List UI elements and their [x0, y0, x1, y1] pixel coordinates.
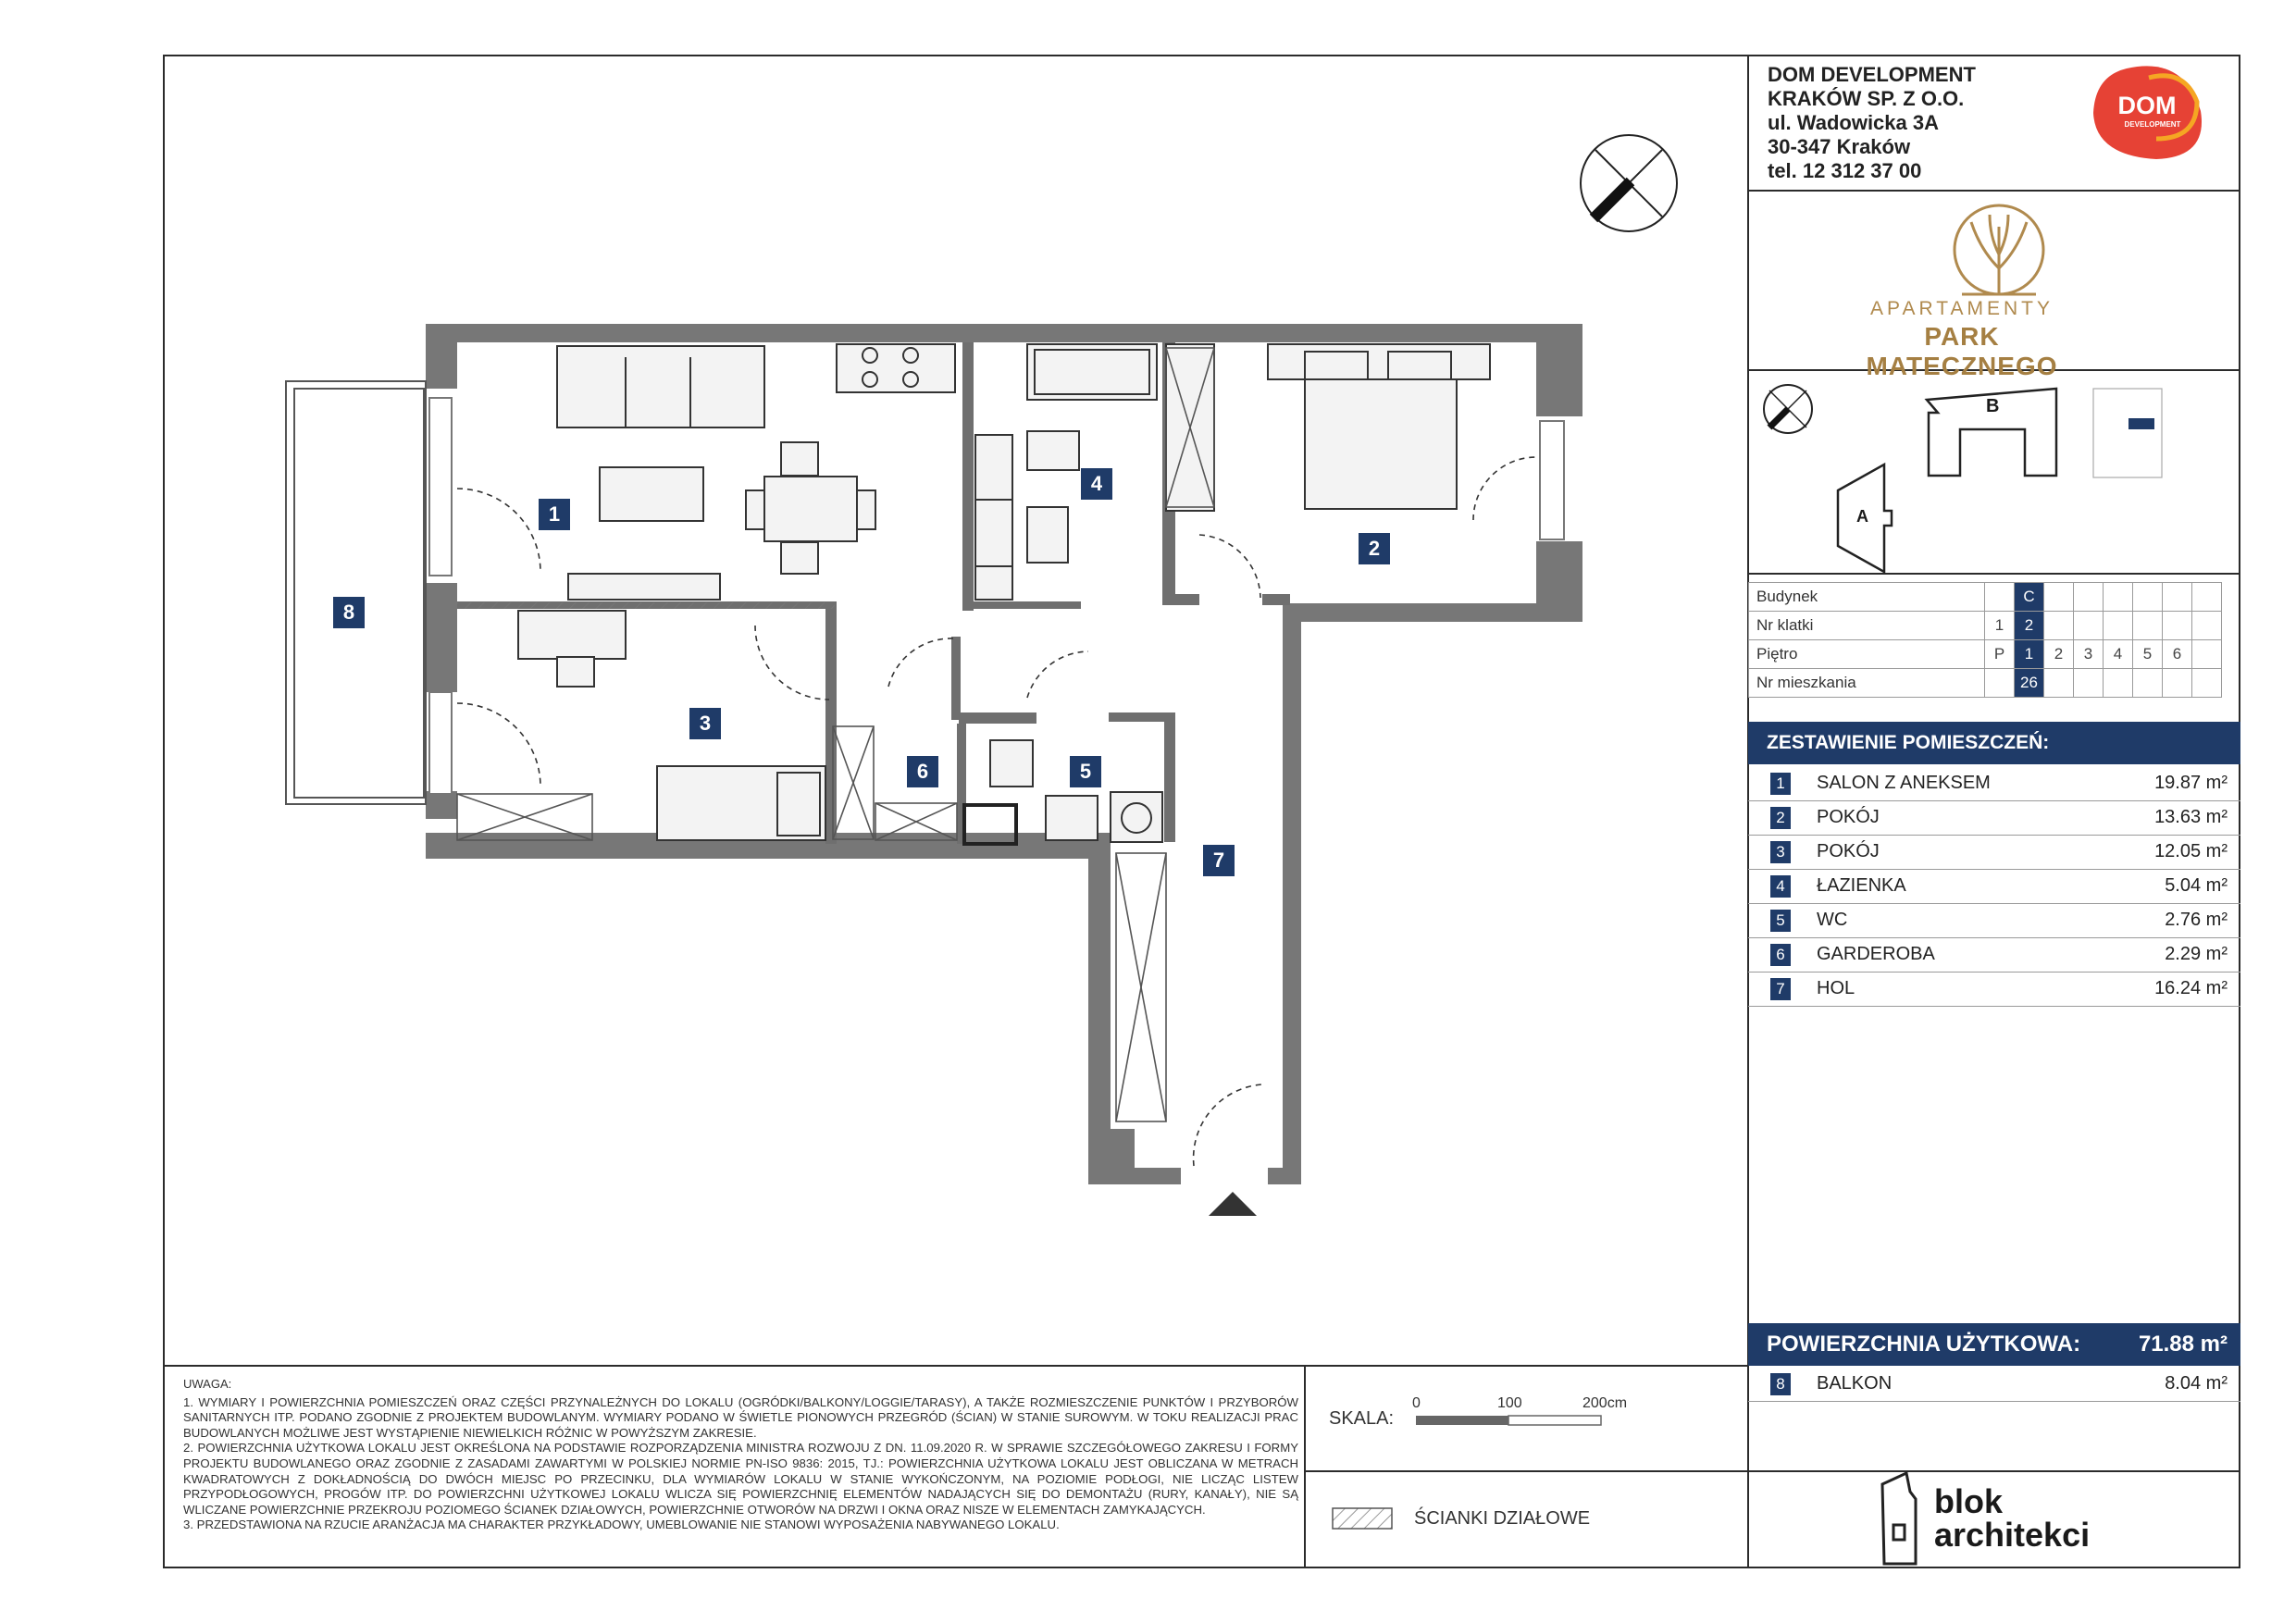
plan-label-1: 1	[539, 499, 570, 530]
note-item: 3. PRZEDSTAWIONA NA RZUCIE ARANŻACJA MA CHARAKTER PRZYKŁADOWY, UMEBLOWANIE NIE STANOWI WYPOSAŻENIA NABYWANEGO LOKALU.	[183, 1518, 1060, 1532]
rooms-header: ZESTAWIENIE POMIESZCZEŃ:	[1748, 722, 2240, 764]
scale-label: SKALA:	[1329, 1408, 1395, 1429]
room-number: 2	[1770, 807, 1791, 829]
room-name: ŁAZIENKA	[1817, 875, 1906, 896]
room-name: POKÓJ	[1817, 807, 1880, 827]
room-area: 19.87 m²	[2154, 773, 2228, 793]
legend-hatch-swatch	[1333, 1508, 1392, 1529]
apartment-info-table	[1748, 582, 2222, 698]
company-address	[1768, 63, 1976, 183]
plan-label-7: 7	[1203, 845, 1235, 876]
company-line: DOM DEVELOPMENT	[1768, 63, 1976, 86]
room-row	[1748, 938, 2240, 973]
plan-label-5: 5	[1070, 756, 1101, 787]
room-area: 8.04 m²	[2165, 1373, 2228, 1394]
keyplan-building-b: B	[1986, 396, 2000, 416]
company-line: ul. Wadowicka 3A	[1768, 111, 1940, 134]
keyplan-building-a: A	[1856, 507, 1868, 526]
room-number: 8	[1770, 1373, 1791, 1395]
room-row	[1748, 904, 2240, 938]
room-row	[1748, 973, 2240, 1007]
klatka-cell-active: 2	[2015, 612, 2044, 640]
notes	[183, 1377, 1298, 1533]
pietro-cell-active: 1	[2015, 640, 2044, 669]
blok-architekci-logo-icon	[1882, 1473, 1916, 1564]
legend-label: ŚCIANKI DZIAŁOWE	[1414, 1508, 1591, 1529]
plan-label-4: 4	[1081, 468, 1112, 500]
pietro-cell: P	[1985, 640, 2015, 669]
room-area: 13.63 m²	[2154, 807, 2228, 827]
architect-line: architekci	[1934, 1516, 2091, 1554]
room-row	[1748, 836, 2240, 870]
scale-tick: 200cm	[1582, 1395, 1628, 1411]
entrance-arrow-icon	[1209, 1192, 1257, 1216]
logo-text-dom: DOM	[2117, 92, 2177, 119]
balcony-outline	[286, 381, 426, 804]
company-line: 30-347 Kraków	[1768, 135, 1911, 158]
room-row	[1748, 767, 2240, 801]
balcony-row	[1748, 1368, 2240, 1402]
pietro-cell: 6	[2163, 640, 2192, 669]
klatka-cell: 1	[1985, 612, 2015, 640]
project-title: PARK MATECZNEGO	[1866, 322, 2058, 380]
room-area: 16.24 m²	[2154, 978, 2228, 998]
room-number: 5	[1770, 910, 1791, 932]
north-arrow-icon	[1581, 135, 1677, 231]
room-number: 6	[1770, 944, 1791, 966]
room-name: POKÓJ	[1817, 841, 1880, 861]
room-number: 3	[1770, 841, 1791, 863]
room-area: 5.04 m²	[2165, 875, 2228, 896]
architect-line: blok	[1934, 1482, 2004, 1520]
plan-label-6: 6	[907, 756, 938, 787]
plan-label-8: 8	[333, 597, 365, 628]
total-area-bar	[1748, 1323, 2240, 1366]
budynek-value: C	[2015, 583, 2044, 612]
plan-label-3: 3	[689, 708, 721, 739]
scale-bar	[1416, 1416, 1601, 1425]
note-item: 2. POWIERZCHNIA UŻYTKOWA LOKALU JEST OKREŚLONA NA PODSTAWIE ROZPORZĄDZENIA MINISTRA ROZWOJU Z DN. 11.09.2020 R. W SPRAWIE SZCZEGÓŁOWEGO ZAKRESU I FORMY PROJEKTU BUDOWLANEGO ORAZ ZGODNIE Z ZASADAMI ZAWARTYMI W POLSKIEJ NORMIE PN-ISO 9836: 2015, TJ.: POWIERZCHNIA UŻYTKOWA LOKALU JEST OBLICZANA W METRACH KWADRATOWYCH Z DOKŁADNOŚCIĄ DO DWÓCH MIEJSC PO PRZECINKU, DLA WYMIARÓW LOKALU W STANIE WYKOŃCZONYM, NA POZIOMIE PODŁOGI, NIE LICZĄC LISTEW PRZYPODŁOGOWYCH, PROGÓW ITP. DO POWIERZCHNI UŻYTKOWEJ LOKALU WLICZA SIĘ POWIERZCHNIĘ ELEMENTÓW NADAJĄCYCH SIĘ DO DEMONTAŻU (RURY, KANAŁY), NIE SĄ WLICZANE POWIERZCHNIE PRZEKROJU POZIOMEGO ŚCIANEK DZIAŁOWYCH, POWIERZCHNIE OTWORÓW NA DRZWI I OKNA ORAZ NISZE W ELEMENTACH ZAMYKAJĄCYCH.	[183, 1441, 1298, 1517]
pietro-label: Piętro	[1749, 640, 1985, 669]
project-subtitle: APARTAMENTY	[1869, 298, 2054, 319]
company-line: KRAKÓW SP. Z O.O.	[1768, 87, 1965, 110]
room-area: 12.05 m²	[2154, 841, 2228, 861]
plan-label-2: 2	[1359, 533, 1390, 564]
room-name: WC	[1817, 910, 1848, 930]
budynek-label: Budynek	[1749, 583, 1985, 612]
mieszkanie-value: 26	[2015, 669, 2044, 698]
pietro-cell: 4	[2104, 640, 2133, 669]
pietro-cell: 5	[2133, 640, 2163, 669]
rooms-list	[1748, 767, 2240, 1007]
room-area: 2.76 m²	[2165, 910, 2228, 930]
architect-name	[1934, 1482, 2091, 1554]
scale-tick: 100	[1497, 1395, 1522, 1411]
room-name: BALKON	[1817, 1373, 1893, 1394]
company-line: tel. 12 312 37 00	[1768, 159, 1922, 182]
note-item: 1. WYMIARY I POWIERZCHNIA POMIESZCZEŃ ORAZ CZĘŚCI PRZYNALEŻNYCH DO LOKALU (OGRÓDKI/BALKONY/LOGGIE/TARASY), A TAKŻE ROZMIESZCZENIE PUNKTÓW I PRZYBORÓW SANITARNYCH ITP. PODANO ZGODNIE Z PROJEKTEM BUDOWLANYM. WYMIARY PODANO W ŚWIETLE PIONOWYCH PRZEGRÓD (ŚCIAN) W STANIE SUROWYM. W TOKU REALIZACJI PRAC BUDOWLANYCH MOŻLIWE JEST WYSTĄPIENIE NIEWIELKICH RÓŻNIC W POWYŻSZYM ZAKRESIE.	[183, 1394, 1298, 1440]
total-area-label: POWIERZCHNIA UŻYTKOWA:	[1767, 1332, 2081, 1357]
room-row	[1748, 870, 2240, 904]
klatka-label: Nr klatki	[1749, 612, 1985, 640]
scale-tick: 0	[1412, 1395, 1421, 1411]
logo-text-development: DEVELOPMENT	[2124, 120, 2181, 129]
keyplan	[1764, 385, 2162, 572]
room-number: 7	[1770, 978, 1791, 1000]
furniture	[518, 344, 1490, 842]
room-row	[1748, 801, 2240, 836]
room-name: SALON Z ANEKSEM	[1817, 773, 1991, 793]
room-name: GARDEROBA	[1817, 944, 1935, 964]
pietro-cell: 2	[2044, 640, 2074, 669]
mieszkanie-label: Nr mieszkania	[1749, 669, 1985, 698]
room-number: 1	[1770, 773, 1791, 795]
park-tree-logo	[1955, 205, 2043, 294]
room-area: 2.29 m²	[2165, 944, 2228, 964]
room-name: HOL	[1817, 978, 1855, 998]
total-area-value: 71.88 m²	[2138, 1332, 2228, 1357]
notes-heading: UWAGA:	[183, 1377, 232, 1391]
room-number: 4	[1770, 875, 1791, 898]
pietro-cell: 3	[2074, 640, 2104, 669]
